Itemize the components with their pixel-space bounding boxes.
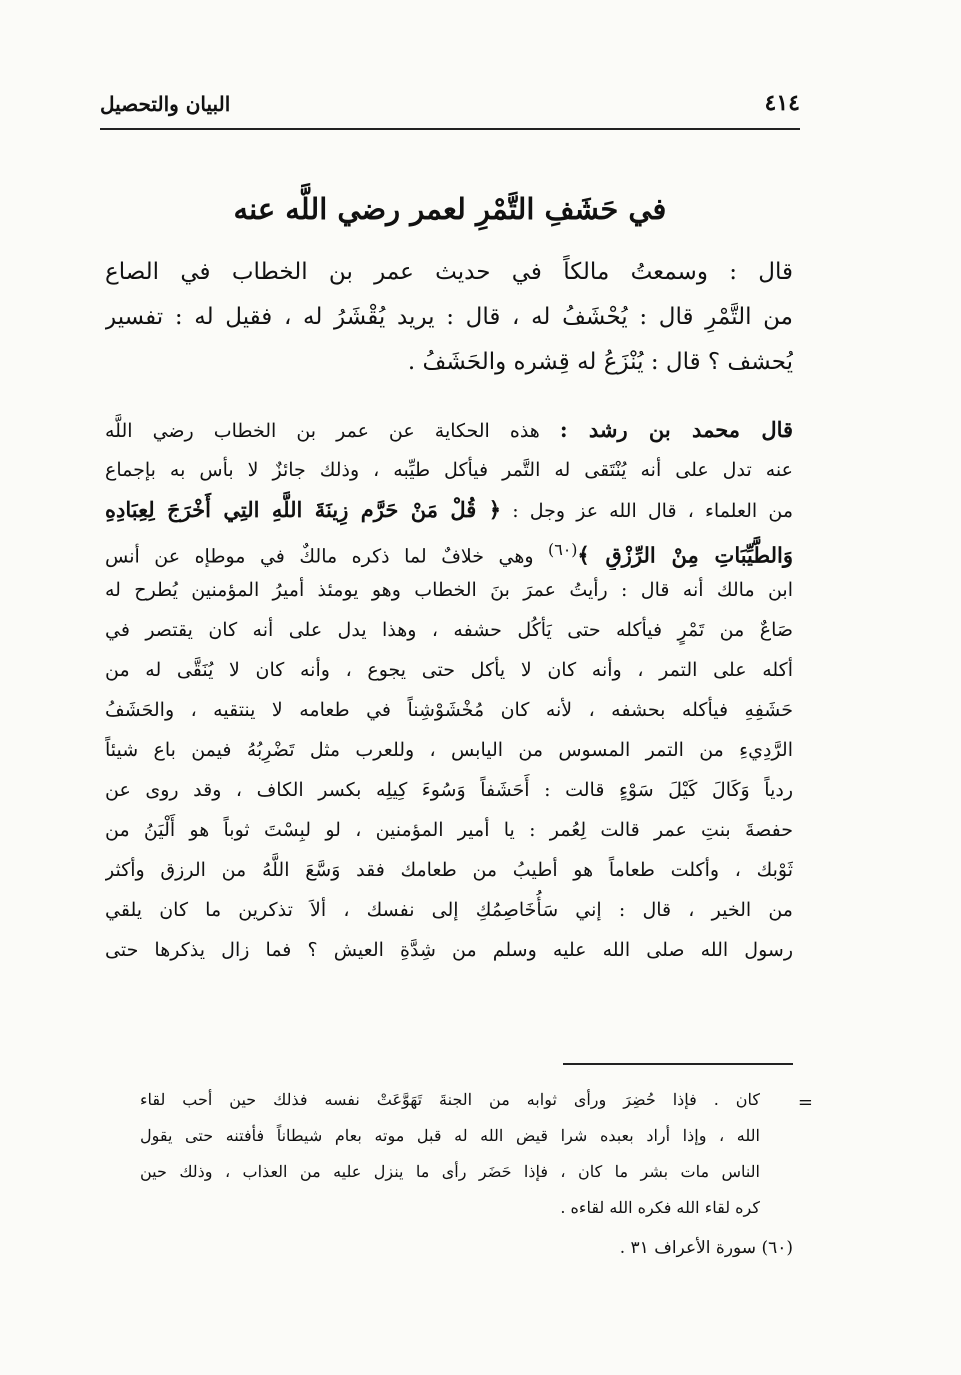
commentary-line: حَشَفِهِ فيأكله بحشفه ، لأنه كان مُخْشَوْشِناً في طعامه لا ينتقيه ، والحَشَفُ <box>105 699 793 721</box>
intro-line: قال : وسمعتُ مالكاً في حديث عمر بن الخطاب في الصاع <box>105 259 793 285</box>
footnote-line: كره لقاء الله فكره الله لقاءه . <box>560 1198 760 1217</box>
commentary-text: وهي خلافٌ لما ذكره مالكٌ في موطإه عن أنس <box>105 545 534 568</box>
commentary-line: ابن مالك أنه قال : رأيتُ عمرَ بنَ الخطاب وهو يومئذ أميرُ المؤمنين يُطرح له <box>105 579 793 601</box>
commentary-line: حفصةَ بنتِ عمر قالت لِعُمر : يا أمير المؤمنين ، لو لبِسْتَ ثوباً هو أَلْيَنُ من <box>105 819 793 841</box>
commentary-line: ثَوْبك ، وأكلت طعاماً هو أطيبُ من طعامك فقد وَسَّعَ اللَّهُ من الرزق وأكثر <box>105 859 793 881</box>
intro-line: من التَّمْرِ قال : يُحْشَفُ له ، قال : يريد يُقْشَرُ له ، فقيل له : تفسير <box>105 304 793 330</box>
commentary-line: رسول الله صلى الله عليه وسلم من شِدَّةِ العيش ؟ فما زال يذكرها حتى <box>105 939 793 961</box>
footnote-marker: (٦٠) <box>548 540 578 559</box>
commentary-line: صَاعٌ من تَمْرٍ فيأكله حتى يَأكُل حشفه ، وهذا يدل على أنه كان يقتصر في <box>105 619 793 641</box>
commentary-line: من الخير ، قال : إني سَأُخَاصِمُكِ إلى نفسك ، ألاَ تذكرين ما كان يلقي <box>105 899 793 921</box>
commentary-text: من العلماء ، قال الله عز وجل : <box>512 500 793 522</box>
commentary-text: هذه الحكاية عن عمر بن الخطاب رضي اللَّه <box>105 420 540 442</box>
running-title: البيان والتحصيل <box>100 92 231 116</box>
quran-verse: وَالطَّيِّبَاتِ مِنْ الرِّزْقِ ﴾ <box>577 542 793 568</box>
commentary-speaker: قال محمد بن رشد : <box>559 417 793 442</box>
commentary-paragraph <box>105 410 793 970</box>
page-number: ٤١٤ <box>764 90 800 116</box>
footnote-line: كان . فإذا حُضِرَ ورأى ثوابه من الجنةَ تَهَوَّعَتْ نفسه فذلك حين أحب لقاء <box>140 1090 760 1109</box>
chapter-title: في حَشَفِ التَّمْرِ لعمر رضي اللَّه عنه <box>233 192 667 226</box>
commentary-line <box>105 530 793 570</box>
intro-paragraph <box>105 250 793 385</box>
footnote-continuation-marker: = <box>797 1092 813 1113</box>
footnotes-block <box>140 1082 760 1226</box>
commentary-line: الرَّدِيءِ من التمر المسوس من اليابس ، وللعرب مثل تَضْرِبُهُ فيمن باع شيئاً <box>105 739 793 761</box>
page-header <box>100 88 800 130</box>
intro-line: يُحشف ؟ قال : يُنْزَعُ له قِشره والحَشَفُ . <box>407 349 793 375</box>
commentary-line <box>105 490 793 530</box>
footnote-divider <box>563 1063 793 1065</box>
commentary-line: أكله على التمر ، وأنه كان لا يأكل حتى يجوع ، وأنه كان لا يُنَقَّى له من <box>105 659 793 681</box>
commentary-line: عنه تدل على أنه يُنْتَقى له التَّمر فيأكل طيِّبه ، وذلك جائزٌ لا بأس به بإجماع <box>105 459 793 481</box>
footnote-60: (٦٠) سورة الأعراف ٣١ . <box>619 1238 793 1258</box>
commentary-line <box>105 410 793 450</box>
quran-verse: ﴿ قُلْ مَنْ حَرَّم زِينَةَ اللَّهِ التِي أَخْرَجَ لِعِبَادِهِ <box>105 497 502 522</box>
footnote-line: الناس مات بشر ما كان ، فإذا حَضَر رأى ما ينزل عليه من العذاب ، وذلك حين <box>140 1162 760 1181</box>
commentary-line: ردياً وَكَالَ كَيْلَ سَوْءٍ قالت : أَحَشَفاً وَسُوءَ كِيلِه بكسر الكاف ، وقد روى عن <box>105 779 793 801</box>
footnote-line: الله ، وإذا أراد بعبده شرا قيض الله له قبل موته بعام شيطاناً فأفتنه حتى يقول <box>140 1126 760 1145</box>
